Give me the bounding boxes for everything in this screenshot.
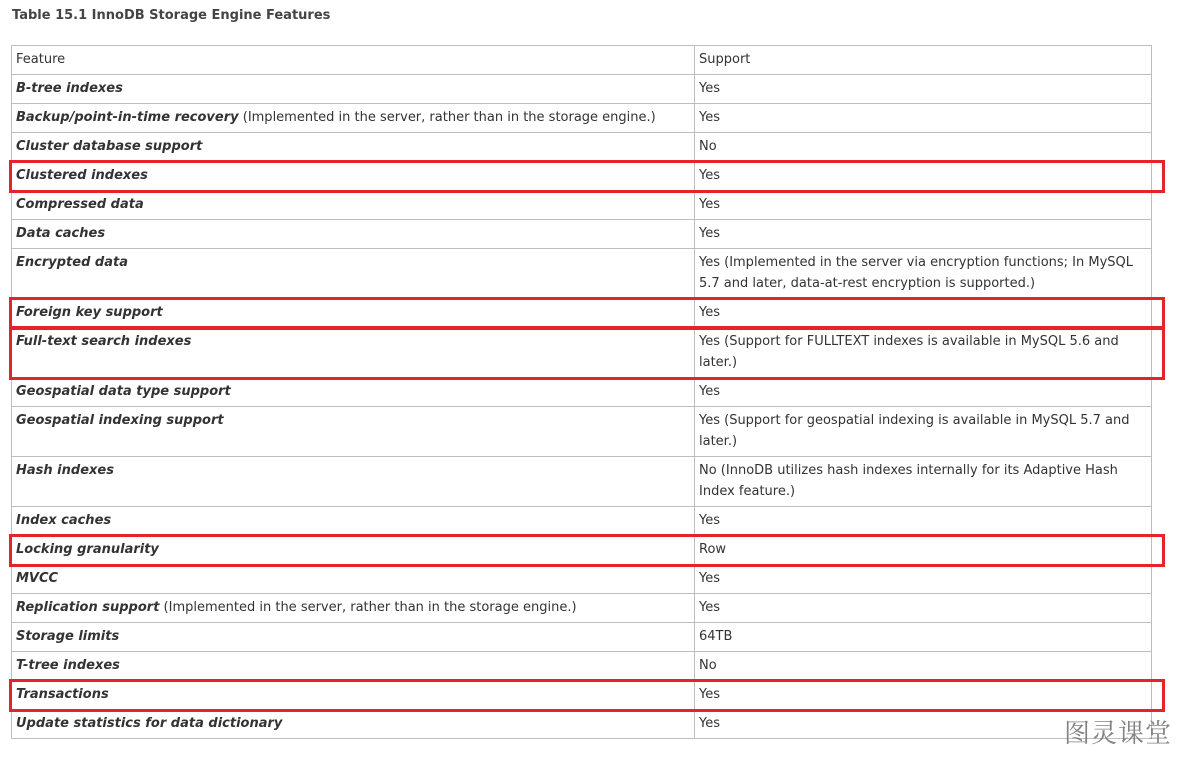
feature-name: Geospatial data type support — [16, 384, 231, 399]
feature-name: Clustered indexes — [16, 168, 148, 183]
watermark: 图灵课堂 — [1063, 719, 1172, 749]
support-column-header: Support — [695, 46, 1152, 75]
table-row — [12, 162, 1152, 191]
table-row — [12, 536, 1152, 565]
feature-name: B-tree indexes — [16, 81, 123, 96]
table-row — [12, 623, 1152, 652]
table-row — [12, 75, 1152, 104]
table-row — [12, 328, 1152, 378]
support-cell: Yes — [695, 710, 1152, 739]
support-cell: Yes (Support for FULLTEXT indexes is available in MySQL 5.6 and later.) — [695, 328, 1152, 378]
feature-column-header: Feature — [12, 46, 695, 75]
feature-name: Update statistics for data dictionary — [16, 716, 283, 731]
feature-name: Data caches — [16, 226, 106, 241]
support-cell: Yes — [695, 162, 1152, 191]
table-row — [12, 710, 1152, 739]
table-row — [12, 457, 1152, 507]
support-cell: Yes — [695, 681, 1152, 710]
feature-cell — [12, 565, 695, 594]
support-cell: Yes (Support for geospatial indexing is available in MySQL 5.7 and later.) — [695, 407, 1152, 457]
support-cell: Yes (Implemented in the server via encryption functions; In MySQL 5.7 and later, data-at-rest encryption is supported.) — [695, 249, 1152, 299]
feature-name: Storage limits — [16, 629, 120, 644]
support-cell: Row — [695, 536, 1152, 565]
table-caption: Table 15.1 InnoDB Storage Engine Features — [12, 8, 331, 23]
feature-name: Encrypted data — [16, 255, 128, 270]
table-header-row — [12, 46, 1152, 75]
table-row — [12, 104, 1152, 133]
feature-note: (Implemented in the server, rather than in the storage engine.) — [159, 600, 577, 615]
feature-name: Backup/point-in-time recovery — [16, 110, 239, 125]
support-cell: No — [695, 133, 1152, 162]
feature-name: Transactions — [16, 687, 109, 702]
table-row — [12, 652, 1152, 681]
feature-cell — [12, 328, 695, 378]
feature-name: MVCC — [16, 571, 59, 586]
feature-cell — [12, 652, 695, 681]
table-row — [12, 299, 1152, 328]
feature-cell — [12, 133, 695, 162]
table-row — [12, 220, 1152, 249]
table-row — [12, 378, 1152, 407]
support-cell: Yes — [695, 191, 1152, 220]
support-cell: Yes — [695, 104, 1152, 133]
feature-name: Locking granularity — [16, 542, 159, 557]
feature-cell — [12, 75, 695, 104]
support-cell: Yes — [695, 75, 1152, 104]
feature-name: Cluster database support — [16, 139, 203, 154]
feature-cell — [12, 191, 695, 220]
feature-cell — [12, 710, 695, 739]
support-cell: No — [695, 652, 1152, 681]
support-cell: 64TB — [695, 623, 1152, 652]
feature-cell — [12, 378, 695, 407]
feature-name: Geospatial indexing support — [16, 413, 224, 428]
support-cell: Yes — [695, 594, 1152, 623]
feature-name: Index caches — [16, 513, 112, 528]
feature-cell — [12, 681, 695, 710]
feature-name: T-tree indexes — [16, 658, 120, 673]
feature-cell — [12, 507, 695, 536]
support-cell: Yes — [695, 507, 1152, 536]
feature-cell — [12, 299, 695, 328]
table-row — [12, 249, 1152, 299]
feature-cell — [12, 536, 695, 565]
support-cell: Yes — [695, 565, 1152, 594]
feature-cell — [12, 623, 695, 652]
feature-name: Foreign key support — [16, 305, 163, 320]
support-cell: Yes — [695, 378, 1152, 407]
table-row — [12, 407, 1152, 457]
feature-name: Replication support — [16, 600, 160, 615]
feature-cell — [12, 104, 695, 133]
support-cell: No (InnoDB utilizes hash indexes internally for its Adaptive Hash Index feature.) — [695, 457, 1152, 507]
feature-name: Hash indexes — [16, 463, 114, 478]
feature-cell — [12, 249, 695, 299]
table-row — [12, 133, 1152, 162]
support-cell: Yes — [695, 299, 1152, 328]
table-row — [12, 191, 1152, 220]
feature-cell — [12, 220, 695, 249]
feature-cell — [12, 594, 695, 623]
feature-name: Compressed data — [16, 197, 144, 212]
table-row — [12, 507, 1152, 536]
table-row — [12, 594, 1152, 623]
feature-cell — [12, 162, 695, 191]
feature-cell — [12, 407, 695, 457]
features-table — [11, 45, 1152, 739]
feature-name: Full-text search indexes — [16, 334, 192, 349]
support-cell: Yes — [695, 220, 1152, 249]
feature-cell — [12, 457, 695, 507]
table-row — [12, 565, 1152, 594]
feature-note: (Implemented in the server, rather than in the storage engine.) — [238, 110, 656, 125]
table-row — [12, 681, 1152, 710]
